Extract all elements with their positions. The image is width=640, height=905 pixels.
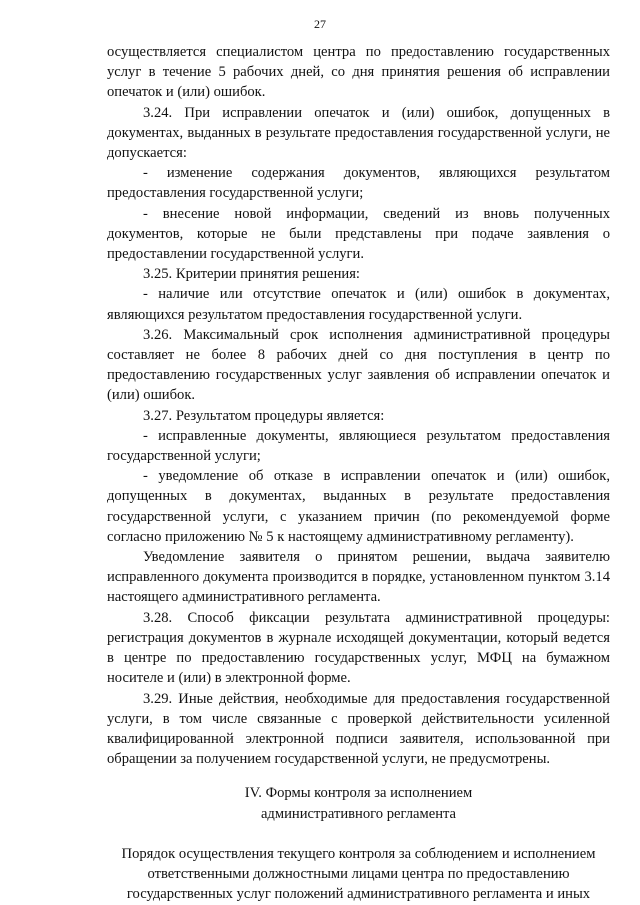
paragraph-3-25: 3.25. Критерии принятия решения: — [143, 266, 360, 283]
list-item: - наличие или отсутствие опечаток и (или) ошибок в документах, являющихся результатом предоставления государственной услуги. — [107, 286, 610, 323]
section-heading-line: административного регламента — [260, 805, 457, 822]
section-heading-line: IV. Формы контроля за исполнением — [244, 785, 473, 802]
paragraph-3-24: 3.24. При исправлении опечаток и (или) ошибок, допущенных в документах, выданных в результате предоставления государственной услуги, не допускается: — [107, 104, 610, 162]
list-item: - внесение новой информации, сведений из вновь полученных документов, которые не были представлены при подаче заявления о предоставлении государственной услуги. — [107, 205, 610, 263]
paragraph-continuation: осуществляется специалистом центра по предоставлению государственных услуг в течение 5 рабочих дней, со дня принятия решения об исправлении опечаток и (или) ошибок. — [107, 44, 610, 101]
paragraph-3-29: 3.29. Иные действия, необходимые для предоставления государственной услуги, в том числе связанные с проверкой действительности усиленной квалифицированной электронной подписи заявителя, использованной при обращении за получением государственной услуги, не предусмотрены. — [107, 690, 610, 768]
subsection-heading-line: Порядок осуществления текущего контроля за соблюдением и исполнением — [121, 845, 596, 862]
paragraph-notification: Уведомление заявителя о принятом решении, выдача заявителю исправленного документа производится в порядке, установленном пунктом 3.14 настоящего административного регламента. — [107, 549, 610, 606]
document-body — [107, 42, 610, 904]
subsection-heading-line: ответственными должностными лицами центра по предоставлению — [147, 865, 570, 882]
paragraph-3-26: 3.26. Максимальный срок исполнения административной процедуры составляет не более 8 рабочих дней со дня поступления в центр по предоставлению государственных услуг заявления об исправлении опечаток и (или) ошибок. — [107, 326, 610, 404]
list-item: - уведомление об отказе в исправлении опечаток и (или) ошибок, допущенных в документах, выданных в результате предоставления государственной услуги, с указанием причин (по рекомендуемой форме согласно приложению № 5 к настоящему административному регламенту). — [107, 468, 610, 545]
paragraph-3-28: 3.28. Способ фиксации результата административной процедуры: регистрация документов в журнале исходящей документации, который ведется в центре по предоставлению государственных услуг, МФЦ на бумажном носителе и (или) в электронной форме. — [107, 609, 610, 687]
subsection-heading — [107, 844, 610, 905]
section-heading — [107, 783, 610, 823]
subsection-heading-line: государственных услуг положений административного регламента и иных — [126, 886, 591, 903]
paragraph-3-27: 3.27. Результатом процедуры является: — [143, 407, 385, 424]
page-number: 27 — [314, 17, 326, 31]
list-item: - изменение содержания документов, являющихся результатом предоставления государственной услуги; — [107, 165, 610, 202]
list-item: - исправленные документы, являющиеся результатом предоставления государственной услуги; — [107, 427, 610, 465]
